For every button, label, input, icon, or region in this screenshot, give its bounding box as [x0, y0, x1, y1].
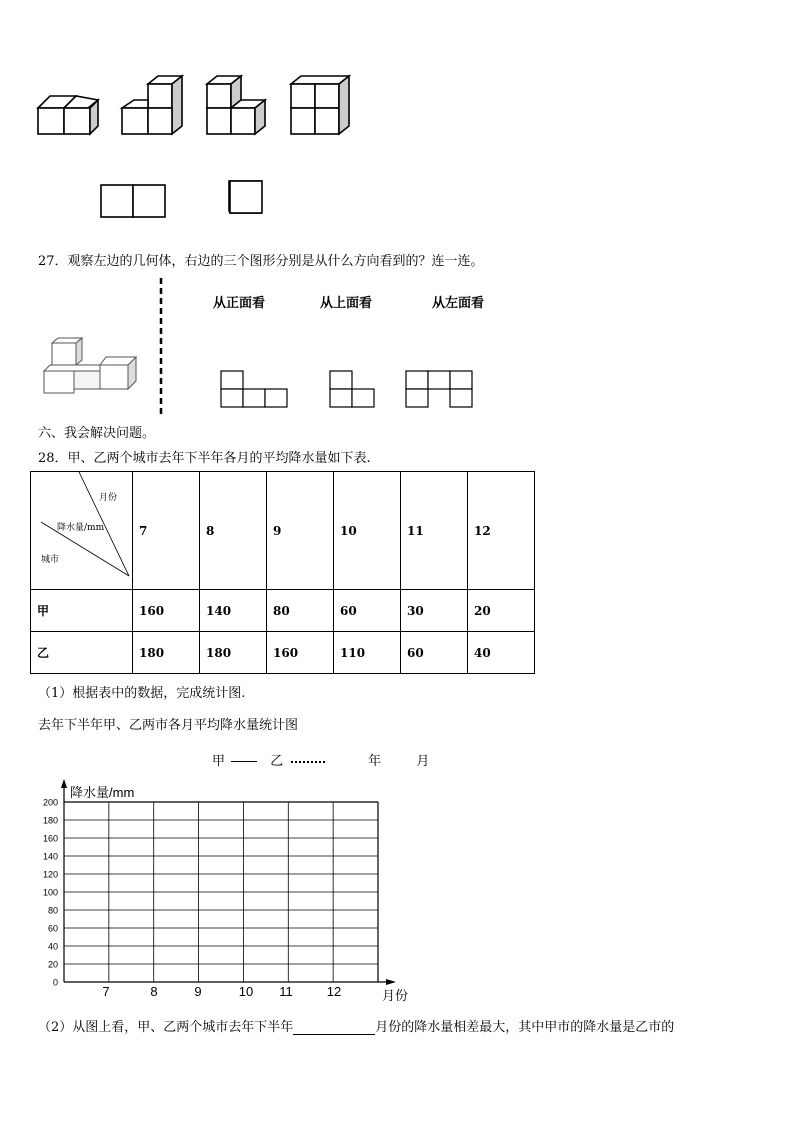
legend-yi: 乙: [270, 753, 284, 768]
q28-sub1: （1）根据表中的数据，完成统计图.: [38, 686, 246, 701]
header-month-label: 月份: [99, 493, 118, 503]
x-axis-arrow: [386, 979, 396, 985]
value-cell: 20: [468, 590, 535, 632]
label-top-view: 从上面看: [320, 296, 373, 311]
q27-text: 27．观察左边的几何体，右边的三个图形分别是从什么方向看到的？连一连。: [38, 254, 484, 269]
q28-text: 28．甲、乙两个城市去年下半年各月的平均降水量如下表.: [38, 451, 371, 466]
q27-solid: [40, 335, 140, 395]
header-city-label: 城市: [41, 555, 60, 565]
dashed-divider: [158, 278, 164, 418]
chart-yticks: [43, 798, 58, 988]
q28-sub2: [38, 1016, 674, 1035]
value-cell: 160: [133, 590, 200, 632]
value-cell: 40: [468, 632, 535, 674]
chart-legend: [212, 750, 429, 769]
value-cell: 160: [267, 632, 334, 674]
city-cell: 甲: [31, 590, 133, 632]
legend-month: 月: [416, 753, 430, 768]
value-cell: 80: [267, 590, 334, 632]
diagonal-header-cell: [31, 472, 133, 590]
value-cell: 60: [334, 590, 401, 632]
y-tick-label: 60: [47, 923, 58, 934]
value-cell: 60: [401, 632, 468, 674]
l-shape-view-full: [225, 178, 300, 218]
legend-year: 年: [368, 753, 382, 768]
month-header: 9: [267, 472, 334, 590]
x-tick-label: 8: [150, 984, 158, 999]
table-header-row: [31, 472, 535, 590]
y-axis-label: 降水量/mm: [70, 785, 135, 800]
x-tick-label: 12: [326, 984, 342, 999]
y-tick-label: 180: [42, 815, 58, 826]
y-tick-label: 120: [42, 869, 58, 880]
q27-view-shapes: [215, 365, 480, 413]
label-left-view: 从左面看: [432, 296, 485, 311]
x-tick-label: 9: [194, 984, 202, 999]
y-tick-label: 100: [42, 887, 58, 898]
value-cell: 180: [133, 632, 200, 674]
q28-sub2-before: （2）从图上看，甲、乙两个城市去年下半年: [38, 1020, 294, 1035]
month-header: 8: [200, 472, 267, 590]
y-tick-label: 20: [47, 959, 58, 970]
value-cell: 180: [200, 632, 267, 674]
rainfall-table: [30, 471, 535, 674]
header-rain-label: 降水量/mm: [57, 523, 105, 533]
y-tick-label: 200: [42, 797, 58, 808]
label-front-view: 从正面看: [213, 296, 266, 311]
chart-grid: [64, 802, 378, 982]
section-6-title: 六、我会解决问题。: [38, 426, 156, 441]
month-header: 10: [334, 472, 401, 590]
y-tick-label: 40: [47, 941, 58, 952]
table-row: [31, 632, 535, 674]
chart-title: 去年下半年甲、乙两市各月平均降水量统计图: [38, 718, 299, 733]
answer-blank[interactable]: [293, 1021, 375, 1035]
x-tick-label: 10: [238, 984, 254, 999]
y-tick-label: 160: [42, 833, 58, 844]
chart-xticks: [102, 984, 341, 999]
value-cell: 30: [401, 590, 468, 632]
month-header: 7: [133, 472, 200, 590]
legend-jia: 甲: [212, 753, 226, 768]
month-header: 12: [468, 472, 535, 590]
legend-solid-line: [231, 761, 257, 762]
y-axis-arrow: [61, 779, 67, 788]
legend-dotted-line: [291, 761, 325, 763]
y-tick-label: 80: [47, 905, 58, 916]
x-axis-label: 月份: [382, 988, 409, 1003]
y-tick-label: 0: [52, 977, 58, 988]
month-header: 11: [401, 472, 468, 590]
x-tick-label: 7: [102, 984, 110, 999]
rainfall-chart: [30, 775, 420, 1005]
city-cell: 乙: [31, 632, 133, 674]
q28-sub2-after: 月份的降水量相差最大，其中甲市的降水量是乙市的: [375, 1020, 675, 1035]
value-cell: 110: [334, 632, 401, 674]
table-row: [31, 590, 535, 632]
value-cell: 140: [200, 590, 267, 632]
x-tick-label: 11: [279, 984, 293, 999]
y-tick-label: 140: [42, 851, 58, 862]
cube-figures: [30, 70, 370, 145]
